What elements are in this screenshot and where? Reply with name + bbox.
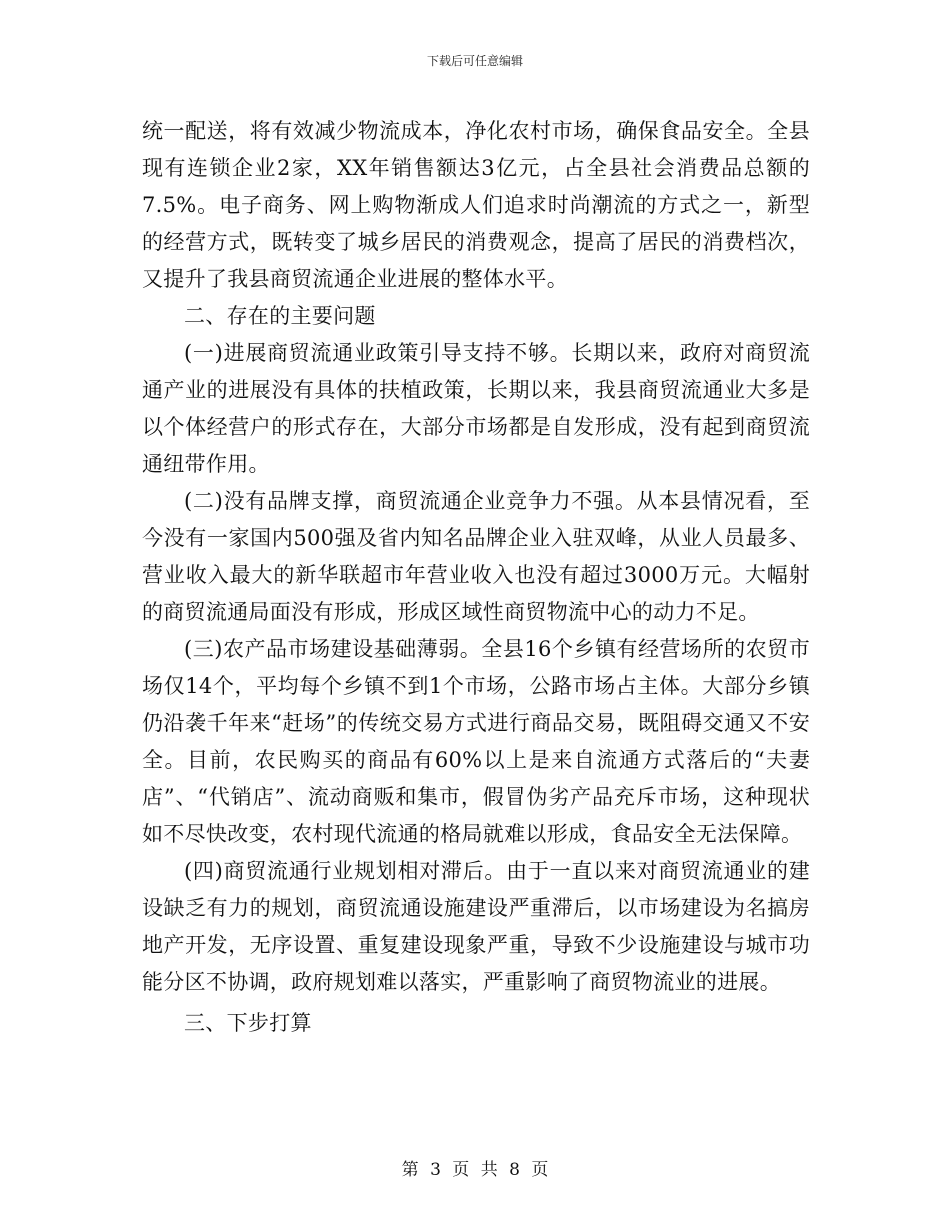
section-heading-problems: 二、存在的主要问题 <box>184 304 376 328</box>
paragraph-problem-3: (三)农产品市场建设基础薄弱。全县16个乡镇有经营场所的农贸市场仅14个，平均每个乡镇不到1个市场，公路市场占主体。大部分乡镇仍沿袭千年来“赶场”的传统交易方式进行商品交易，既阻碍交通又不安全。目前，农民购买的商品有60%以上是来自流通方式落后的“夫妻店”、“代销店”、流动商贩和集市，假冒伪劣产品充斥市场，这种现状如不尽快改变，农村现代流通的格局就难以形成，食品安全无法保障。 <box>142 637 810 846</box>
paragraph-continuation: 统一配送，将有效减少物流成本，净化农村市场，确保食品安全。全县现有连锁企业2家，XX年销售额达3亿元，占全县社会消费品总额的7.5%。电子商务、网上购物渐成人们追求时尚潮流的方式之一，新型的经营方式，既转变了城乡居民的消费观念，提高了居民的消费档次，又提升了我县商贸流通企业进展的整体水平。 <box>142 119 810 291</box>
document-body <box>142 113 810 1042</box>
paragraph-problem-2: (二)没有品牌支撑，商贸流通企业竞争力不强。从本县情况看，至今没有一家国内500强及省内知名品牌企业入驻双峰，从业人员最多、营业收入最大的新华联超市年营业收入也没有超过3000万元。大幅射的商贸流通局面没有形成，形成区域性商贸物流中心的动力不足。 <box>142 489 810 624</box>
section-heading-next-steps: 三、下步打算 <box>184 1011 312 1035</box>
paragraph-problem-4: (四)商贸流通行业规划相对滞后。由于一直以来对商贸流通业的建设缺乏有力的规划，商贸流通设施建设严重滞后，以市场建设为名搞房地产开发，无序设置、重复建设现象严重，导致不少设施建设与城市功能分区不协调，政府规划难以落实，严重影响了商贸物流业的进展。 <box>142 859 810 994</box>
paragraph-problem-1: (一)进展商贸流通业政策引导支持不够。长期以来，政府对商贸流通产业的进展没有具体的扶植政策，长期以来，我县商贸流通业大多是以个体经营户的形式存在，大部分市场都是自发形成，没有起到商贸流通纽带作用。 <box>142 341 810 476</box>
page-number-footer: 第 3 页 共 8 页 <box>401 1160 549 1180</box>
page-header-note: 下载后可任意编辑 <box>426 54 523 68</box>
